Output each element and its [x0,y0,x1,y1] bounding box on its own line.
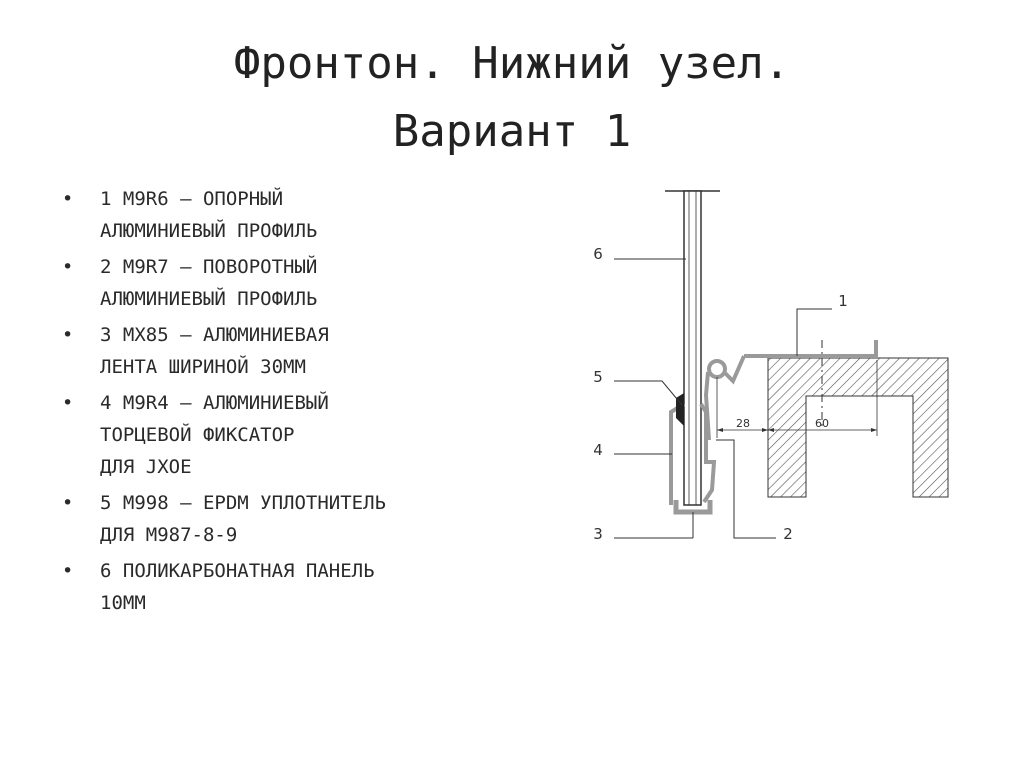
parts-list-item-line: 6 ПОЛИКАРБОНАТНАЯ ПАНЕЛЬ [100,560,375,582]
callout-2: 2 [783,525,793,543]
dimension-label-28: 28 [736,417,750,430]
slide-title-line-2: Вариант 1 [392,106,632,157]
parts-list-item-line: ЛЕНТА ШИРИНОЙ 30ММ [100,356,306,378]
parts-list-item-line: ДЛЯ M987-8-9 [100,524,238,546]
parts-list-item-line: ДЛЯ JXOE [100,456,192,478]
slide-title-line-1: Фронтон. Нижний узел. [233,38,791,89]
callout-5: 5 [593,368,603,386]
bullet-icon: • [62,188,74,210]
bullet-icon: • [62,560,74,582]
bullet-icon: • [62,492,74,514]
parts-list-item-line: 2 M9R7 – ПОВОРОТНЫЙ [100,256,318,278]
parts-list-item-line: 1 M9R6 – ОПОРНЫЙ [100,188,284,210]
support-profile [744,340,876,356]
parts-list-item-line: 5 M998 – EPDM УПЛОТНИТЕЛЬ [100,492,386,514]
dimension-label-60: 60 [815,417,829,430]
parts-list-item-line: 3 MX85 – АЛЮМИНИЕВАЯ [100,324,329,346]
callout-1: 1 [838,292,848,310]
bullet-icon: • [62,324,74,346]
bullet-icon: • [62,256,74,278]
parts-list-item-line: ТОРЦЕВОЙ ФИКСАТОР [100,424,295,446]
base-section-hatched [768,358,948,497]
parts-list-item-line: 10ММ [100,592,146,614]
parts-list-item-line: АЛЮМИНИЕВЫЙ ПРОФИЛЬ [100,220,318,242]
callout-3: 3 [593,525,603,543]
epdm-seal [676,393,684,426]
parts-list-item-line: АЛЮМИНИЕВЫЙ ПРОФИЛЬ [100,288,318,310]
reference-line [716,440,776,538]
callout-4: 4 [593,441,603,459]
callout-6: 6 [593,245,603,263]
polycarbonate-panel [665,191,720,505]
bullet-icon: • [62,392,74,414]
parts-list-item-line: 4 M9R4 – АЛЮМИНИЕВЫЙ [100,392,329,414]
